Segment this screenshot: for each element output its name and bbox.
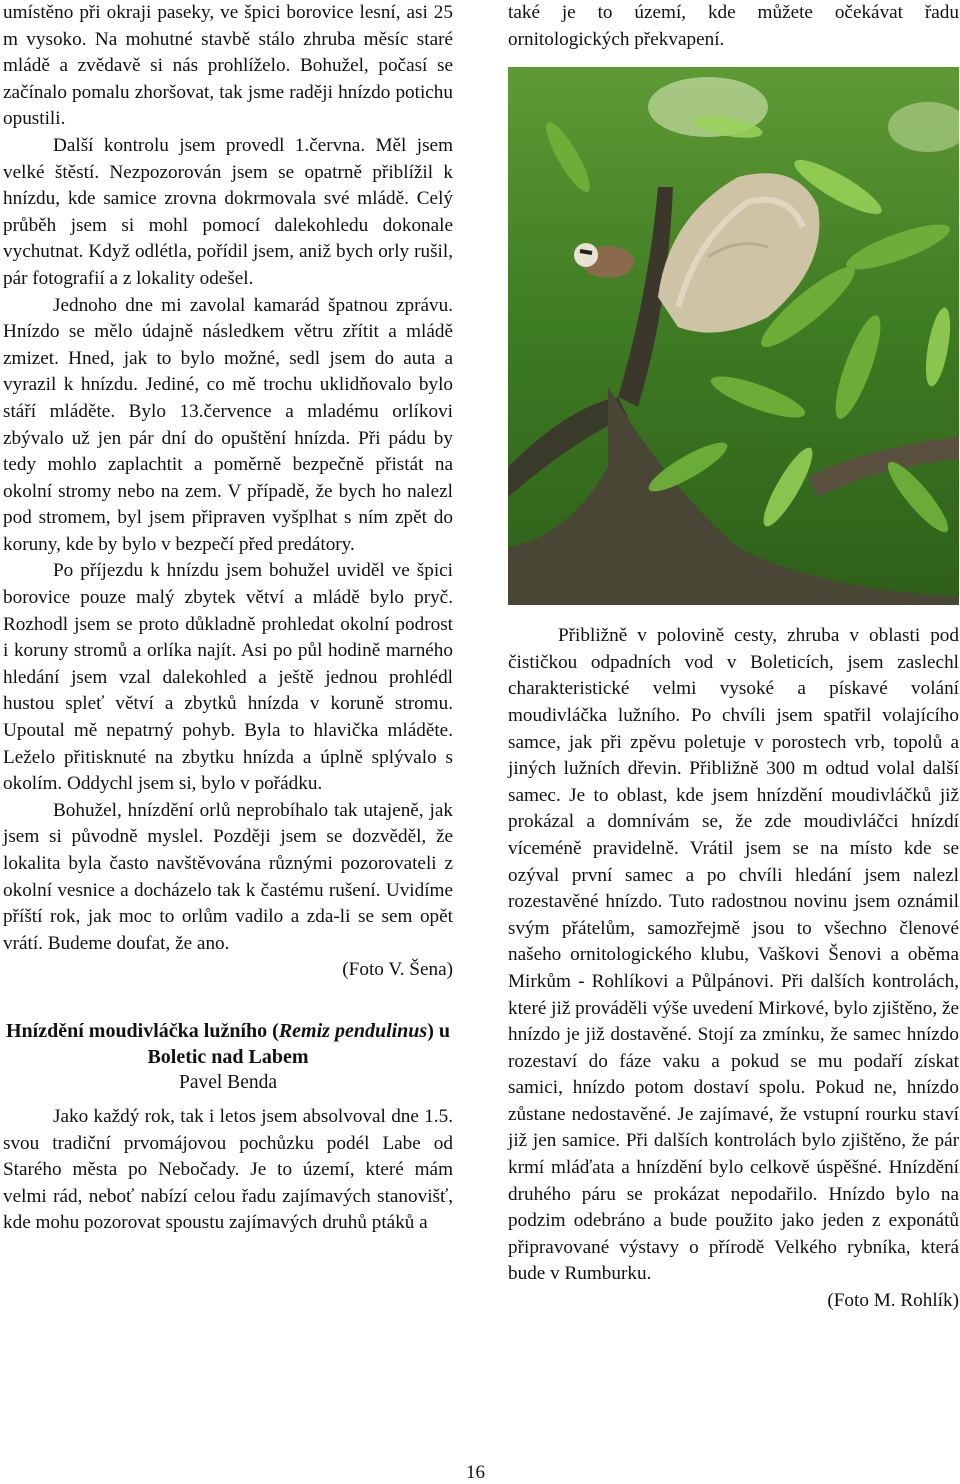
paragraph-eagle-1: umístěno při okraji paseky, ve špici borovice lesní, asi 25 m vysoko. Na mohutné stavbě stálo zhruba měsíc staré mládě a zvědavě si nás prohlíželo. Bohužel, počasí se začínalo pomalu zhoršovat, tak jsme raději hnízdo potichu opustili.	[3, 2, 453, 130]
title-part-2: ) u Boletic nad Labem	[147, 1019, 451, 1068]
paragraph-remiz-continuation: také je to území, kde můžete očekávat řadu ornitologických překvapení.	[508, 2, 959, 50]
paragraph-eagle-2: Další kontrolu jsem provedl 1.června. Měl jsem velké štěstí. Nezpozorován jsem se opatrně přiblížil k hnízdu, kde samice zrovna dokrmovala své mládě. Celý průběh jsem si mohl pomocí dalekohledu dokonale vychutnat. Když odlétla, pořídil jsem, aniž bych orly rušil, pár fotografií a z lokality odešel.	[3, 134, 453, 289]
page-number: 16	[466, 1462, 485, 1483]
article-author: Pavel Benda	[178, 1071, 277, 1093]
paragraph-remiz-1: Jako každý rok, tak i letos jsem absolvoval dne 1.5. svou tradiční prvomájovou pochůzku podél Labe od Starého města po Nebočady. Je to území, které mám velmi rád, neboť nabízí celou řadu zajímavých stanovišť, kde mohu pozorovat spoustu zajímavých druhů ptáků a	[3, 1105, 453, 1234]
penduline-tit-nest-photo	[508, 67, 959, 605]
paragraph-remiz-2: Přibližně v polovině cesty, zhruba v oblasti pod čističkou odpadních vod v Boleticích, jsem zaslechl charakteristické velmi vysoké a pískavé volání moudivláčka lužního. Po chvíli jsem spatřil volajícího samce, jak při zpěvu poletuje v porostech vrb, topolů a jiných lužních dřevin. Přibližně 300 m odtud volal další samec. Je to oblast, kde jsem hnízdění moudivláčků již prokázal a domnívám se, že zde moudivláčci hnízdí víceméně pravidelně. Vrátil jsem se na místo kde se ozýval první samec a po chvíli hledání jsem nalezl rozestavěné hnízdo. Tuto radostnou novinu jsem oznámil svým přátelům, samozřejmě jsou to všechno členové našeho ornitologického klubu, Vaškovi Šenovi a oběma Mirkům - Rohlíkovi a Půlpánovi. Při dalších kontrolách, které již prováděli výše uvedení Mirkové, bylo zjištěno, že hnízdo je již dostavěné. Stojí za zmínku, že samec hnízdo rozestaví do fáze vaku a pokud se mu podaří získat samici, hnízdo potom dostaví spolu. Pokud ne, hnízdo zůstane nedostavěné. Je zajímavé, že vstupní rourku staví již jen samice. Při dalších kontrolách bylo zjištěno, že pár krmí mláďata a hnízdění bylo celkově úspěšné. Hnízdění druhého páru se prokázat nepodařilo. Hnízdo bylo na podzim odebráno a bude použito jako jeden z exponátů připravované výstavy o přírodě Velkého rybníka, která bude v Rumburku.	[508, 625, 959, 1285]
photo-illustration	[508, 67, 959, 605]
paragraph-eagle-5: Bohužel, hnízdění orlů neprobíhalo tak utajeně, jak jsem si původně myslel. Později jsem se dozvěděl, že lokalita byla často navštěvována různými pozorovateli z okolní vesnice a docházelo tak k častému rušení. Uvidíme příští rok, jak moc to orlům vadilo a zda-li se sem opět vrátí. Budeme doufat, že ano.	[3, 799, 453, 954]
article-title	[3, 1018, 453, 1070]
right-column	[508, 0, 959, 1315]
left-column	[3, 0, 453, 1237]
photo-credit-sena: (Foto V. Šena)	[342, 959, 453, 981]
title-part-1: Hnízdění moudivláčka lužního (	[5, 1019, 279, 1042]
title-italic-species: Remiz pendulinus	[278, 1019, 428, 1042]
paragraph-eagle-3: Jednoho dne mi zavolal kamarád špatnou zprávu. Hnízdo se mělo údajně následkem větru zřítit a mládě zmizet. Hned, jak to bylo možné, sedl jsem do auta a vyrazil k hnízdu. Jediné, co mě trochu uklidňovalo bylo stáří mláděte. Bylo 13.července a mladému orlíkovi zbývalo už jen pár dní do opuštění hnízda. Při pádu by tedy mohlo zaplachtit a poměrně bezpečně přistát na okolní stromy nebo na zem. V případě, že bych ho nalezl pod stromem, byl jsem připraven vyšplhat s ním zpět do koruny, kde by bylo v bezpečí před predátory.	[3, 294, 453, 555]
paragraph-eagle-4: Po příjezdu k hnízdu jsem bohužel uviděl ve špici borovice pouze malý zbytek větví a mládě bylo pryč. Rozhodl jsem se proto důkladně prohledat okolní podrost i koruny stromů a orlíka najít. Asi po půl hodině marného hledání jsem vzal dalekohled a ještě jednou prohlédl hustou spleť větví a zbytků hnízda v koruně stromu. Upoutal mě nepatrný pohyb. Byla to hlavička mláděte. Leželo přitisknuté na zbytku hnízda a úplně splývalo s okolím. Oddychl jsem si, bylo v pořádku.	[3, 560, 453, 795]
photo-credit-rohlik: (Foto M. Rohlík)	[827, 1290, 959, 1312]
